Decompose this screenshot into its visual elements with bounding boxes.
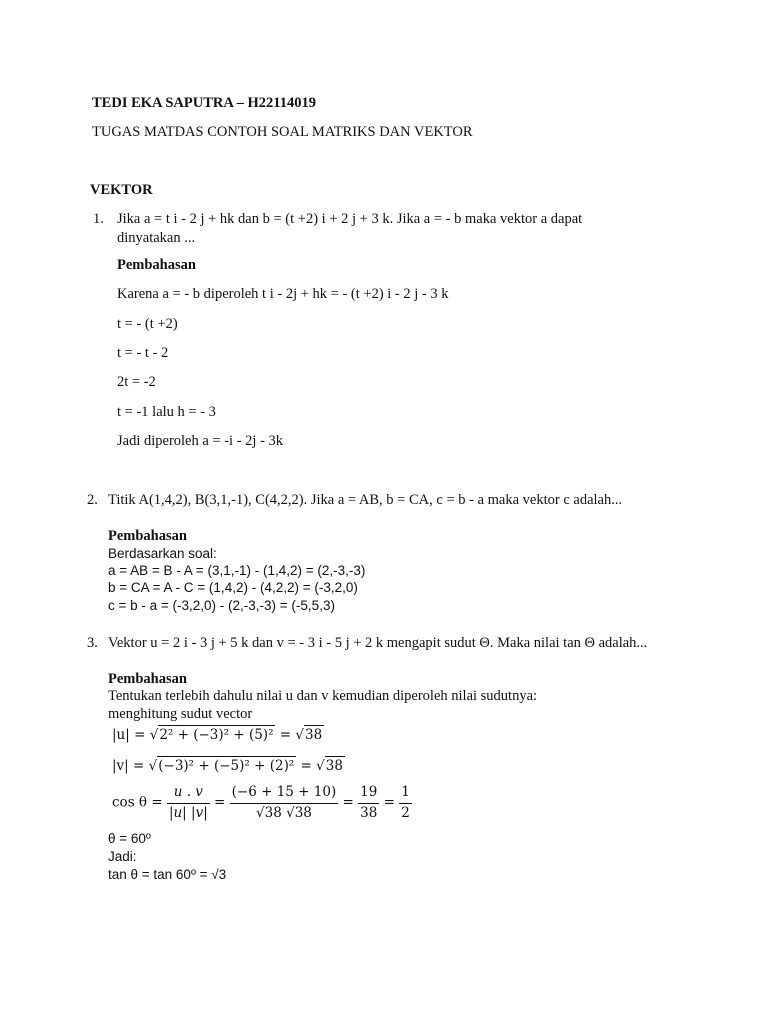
radicand: 38	[305, 727, 323, 743]
q1-heading: Pembahasan	[117, 257, 196, 273]
radical: √38	[316, 758, 343, 774]
assignment-title: TUGAS MATDAS CONTOH SOAL MATRIKS DAN VEKTOR	[92, 124, 473, 140]
equals: =	[342, 794, 354, 811]
denominator: |u| |v|	[168, 804, 208, 821]
q3-intro: Tentukan terlebih dahulu nilai u dan v kemudian diperoleh nilai sudutnya:	[108, 688, 538, 704]
cosine-equation	[112, 785, 412, 821]
eq-lhs: |u| =	[112, 727, 146, 743]
q1-step: t = - t - 2	[117, 345, 169, 361]
denominator: 38	[360, 804, 378, 821]
magnitude-v-equation	[112, 760, 345, 774]
q1-question-line1: Jika a = t i - 2 j + hk dan b = (t +2) i + 2 j + 3 k. Jika a = - b maka vektor a dapat	[117, 211, 583, 227]
q1-step: t = - (t +2)	[117, 316, 178, 332]
radicand: (−3)² + (−5)² + (2)²	[158, 758, 295, 774]
q3-result: θ = 60º	[108, 831, 151, 846]
q3-result: Jadi:	[108, 849, 137, 864]
fraction	[167, 785, 210, 821]
radicand: 38	[325, 758, 343, 774]
numerator: (−6 + 15 + 10)	[230, 785, 339, 804]
magnitude-u-equation	[112, 729, 324, 743]
q1-step: 2t = -2	[117, 374, 156, 390]
fraction	[399, 785, 412, 821]
radical: √(−3)² + (−5)² + (2)²	[148, 758, 295, 774]
radical: √2² + (−3)² + (5)²	[149, 727, 274, 743]
q3-result: tan θ = tan 60º = √3	[108, 867, 227, 882]
equals: =	[214, 794, 226, 811]
section-title: VEKTOR	[90, 182, 153, 198]
author-name: TEDI EKA SAPUTRA – H22114019	[92, 95, 316, 111]
q2-step: c = b - a = (-3,2,0) - (2,-3,-3) = (-5,5,3)	[108, 598, 335, 613]
equals: =	[279, 727, 292, 743]
q2-step: b = CA = A - C = (1,4,2) - (4,2,2) = (-3,2,0)	[108, 580, 358, 595]
q2-step: a = AB = B - A = (3,1,-1) - (1,4,2) = (2,-3,-3)	[108, 563, 366, 578]
denominator: 2	[401, 804, 410, 821]
fraction	[358, 785, 379, 821]
numerator: 19	[358, 785, 379, 804]
q2-number: 2.	[87, 492, 98, 508]
q3-heading: Pembahasan	[108, 671, 187, 687]
radical: √38	[295, 727, 323, 743]
q3-intro: menghitung sudut vector	[108, 706, 253, 722]
q1-step: Karena a = - b diperoleh t i - 2j + hk = - (t +2) i - 2 j - 3 k	[117, 286, 449, 302]
q2-heading: Pembahasan	[108, 528, 187, 544]
eq-lhs: |v| =	[112, 758, 145, 774]
q1-number: 1.	[93, 211, 104, 227]
q3-number: 3.	[87, 635, 98, 651]
q2-question: Titik A(1,4,2), B(3,1,-1), C(4,2,2). Jika a = AB, b = CA, c = b - a maka vektor c adalah...	[108, 492, 623, 508]
equals: =	[383, 794, 395, 811]
q1-question-line2: dinyatakan ...	[117, 230, 196, 246]
q1-step: t = -1 lalu h = - 3	[117, 404, 216, 420]
radicand: 2² + (−3)² + (5)²	[159, 727, 274, 743]
numerator: u . v	[167, 785, 210, 804]
q1-step: Jadi diperoleh a = -i - 2j - 3k	[117, 433, 284, 449]
equals: =	[300, 758, 312, 774]
fraction	[230, 785, 339, 821]
q3-question: Vektor u = 2 i - 3 j + 5 k dan v = - 3 i - 5 j + 2 k mengapit sudut Θ. Maka nilai tan Θ adalah...	[108, 635, 648, 651]
denominator: √38 √38	[256, 804, 312, 821]
numerator: 1	[399, 785, 412, 804]
q2-step: Berdasarkan soal:	[108, 546, 217, 561]
eq-lhs: cos θ =	[112, 794, 163, 811]
